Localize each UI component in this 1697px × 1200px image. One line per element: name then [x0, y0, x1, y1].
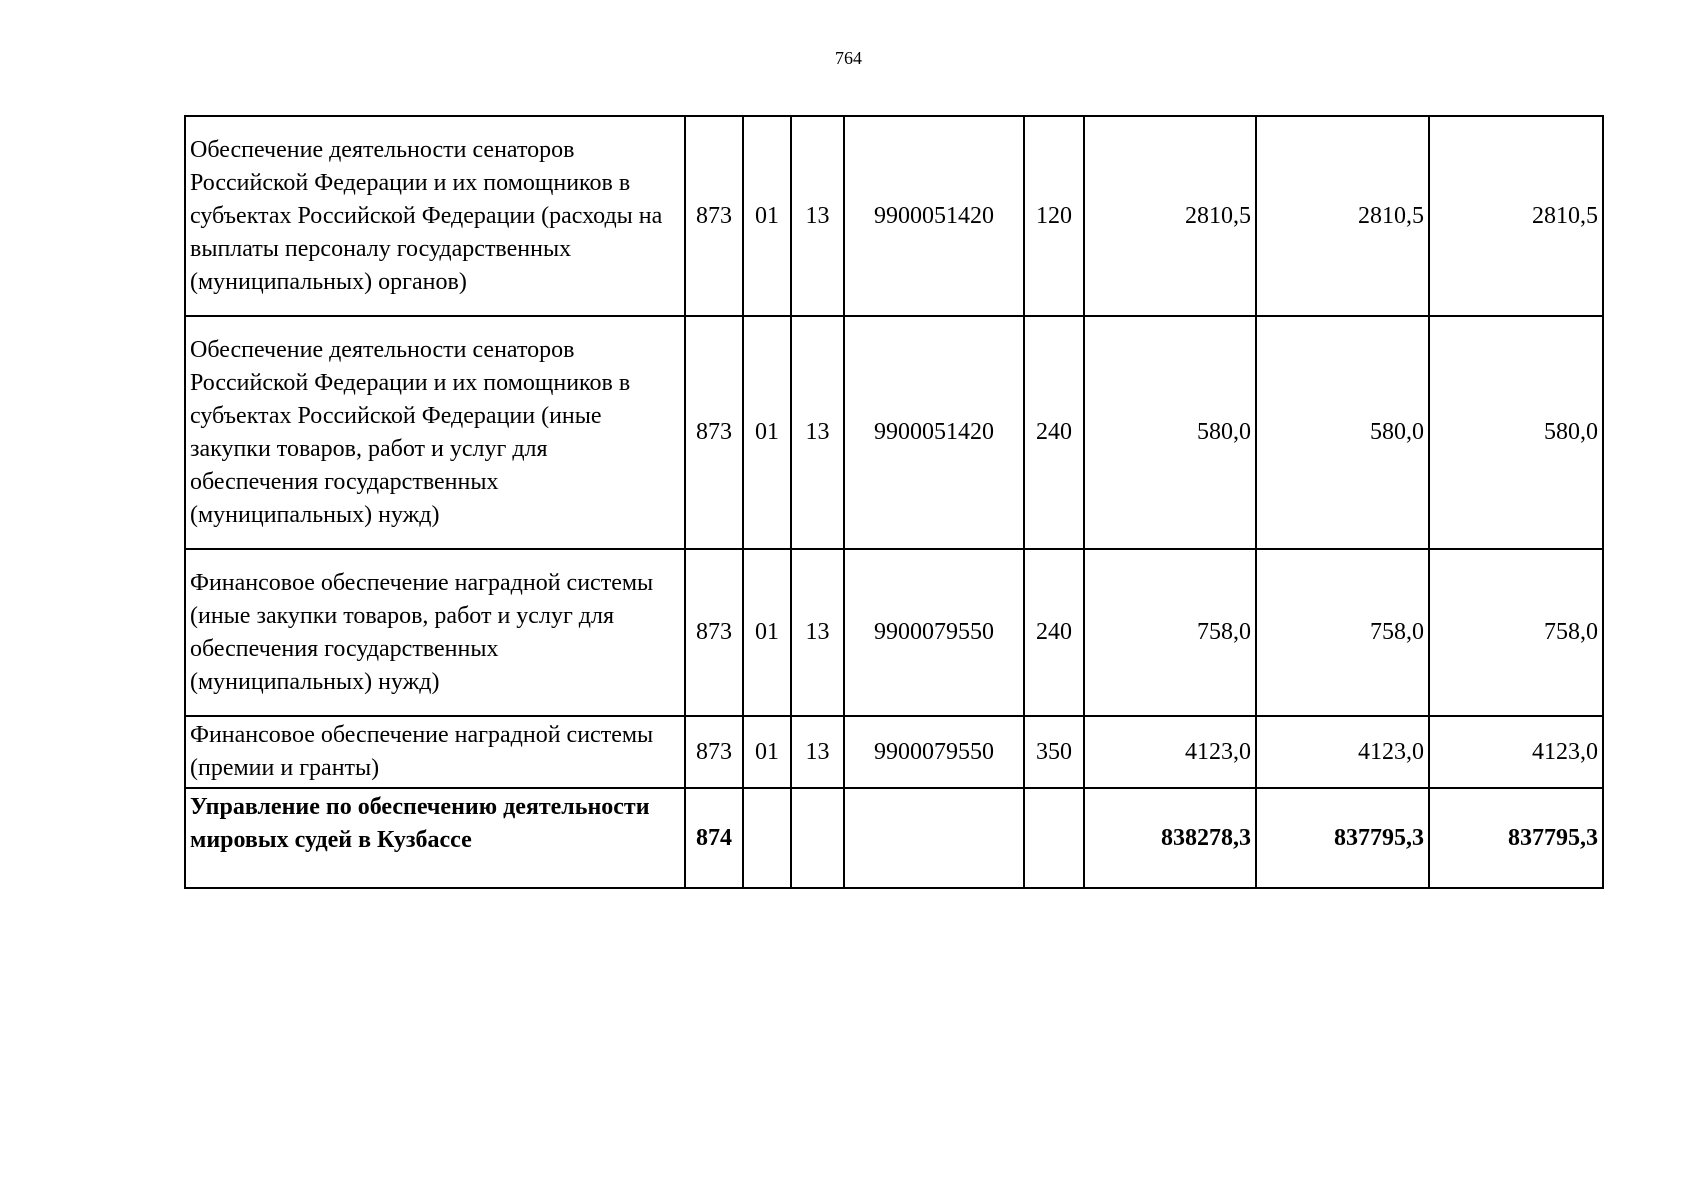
table-row	[185, 549, 1603, 716]
amount-2: 4123,0	[1256, 716, 1429, 788]
amount-1: 838278,3	[1084, 788, 1256, 888]
section-code: 01	[743, 549, 791, 716]
ministry-code: 873	[685, 549, 743, 716]
ministry-code: 874	[685, 788, 743, 888]
amount-3: 580,0	[1429, 316, 1603, 549]
target-article-code: 9900079550	[844, 716, 1024, 788]
section-code: 01	[743, 716, 791, 788]
amount-3: 2810,5	[1429, 116, 1603, 316]
subsection-code: 13	[791, 549, 844, 716]
target-article-code: 9900079550	[844, 549, 1024, 716]
ministry-code: 873	[685, 716, 743, 788]
target-article-code: 9900051420	[844, 116, 1024, 316]
expense-type-code: 350	[1024, 716, 1084, 788]
subsection-code: 13	[791, 316, 844, 549]
row-name: Обеспечение деятельности сенаторов Российской Федерации и их помощников в субъектах Российской Федерации (иные закупки товаров, работ и услуг для обеспечения государственных (муниципальных) нужд)	[185, 316, 685, 549]
row-name: Финансовое обеспечение наградной системы (иные закупки товаров, работ и услуг для обеспечения государственных (муниципальных) нужд)	[185, 549, 685, 716]
target-article-code: 9900051420	[844, 316, 1024, 549]
table-row-total	[185, 788, 1603, 888]
amount-2: 758,0	[1256, 549, 1429, 716]
amount-3: 758,0	[1429, 549, 1603, 716]
expense-type-code: 240	[1024, 316, 1084, 549]
amount-1: 758,0	[1084, 549, 1256, 716]
expense-type-code	[1024, 788, 1084, 888]
budget-table	[184, 115, 1604, 889]
row-name: Финансовое обеспечение наградной системы (премии и гранты)	[185, 716, 685, 788]
amount-2: 837795,3	[1256, 788, 1429, 888]
row-name: Управление по обеспечению деятельности мировых судей в Кузбассе	[185, 788, 685, 888]
table-row	[185, 716, 1603, 788]
section-code: 01	[743, 116, 791, 316]
section-code	[743, 788, 791, 888]
section-code: 01	[743, 316, 791, 549]
table-row	[185, 116, 1603, 316]
ministry-code: 873	[685, 316, 743, 549]
amount-2: 580,0	[1256, 316, 1429, 549]
amount-1: 4123,0	[1084, 716, 1256, 788]
target-article-code	[844, 788, 1024, 888]
ministry-code: 873	[685, 116, 743, 316]
amount-2: 2810,5	[1256, 116, 1429, 316]
row-name: Обеспечение деятельности сенаторов Российской Федерации и их помощников в субъектах Российской Федерации (расходы на выплаты персоналу государственных (муниципальных) органов)	[185, 116, 685, 316]
amount-1: 580,0	[1084, 316, 1256, 549]
expense-type-code: 120	[1024, 116, 1084, 316]
subsection-code	[791, 788, 844, 888]
page-number: 764	[835, 48, 862, 68]
amount-3: 837795,3	[1429, 788, 1603, 888]
table-row	[185, 316, 1603, 549]
subsection-code: 13	[791, 116, 844, 316]
expense-type-code: 240	[1024, 549, 1084, 716]
amount-3: 4123,0	[1429, 716, 1603, 788]
subsection-code: 13	[791, 716, 844, 788]
amount-1: 2810,5	[1084, 116, 1256, 316]
